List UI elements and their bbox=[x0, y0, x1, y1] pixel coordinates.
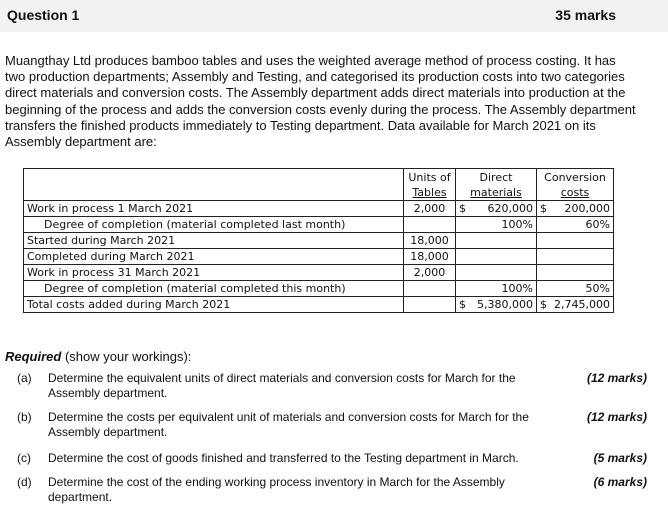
header-blank-cell bbox=[24, 169, 404, 201]
part-text-line: Determine the cost of the ending working process inventory in March for the Assembly bbox=[48, 475, 505, 489]
part-text-line: Assembly department. bbox=[48, 386, 168, 400]
part-text-line: Determine the cost of goods finished and transferred to the Testing department in March. bbox=[48, 451, 519, 465]
part-text-line: Determine the costs per equivalent unit of materials and conversion costs for March for the bbox=[48, 410, 529, 424]
table-row bbox=[24, 297, 614, 313]
part-marks: (12 marks) bbox=[586, 410, 647, 424]
row-direct-materials bbox=[456, 249, 537, 265]
row-units: 2,000 bbox=[404, 201, 456, 217]
row-conversion-costs bbox=[537, 201, 614, 217]
table-header-row bbox=[24, 169, 614, 201]
question-total-marks: 35 marks bbox=[555, 7, 616, 23]
header-conversion-costs bbox=[537, 169, 614, 201]
header-units-line2: Tables bbox=[412, 186, 447, 199]
row-conversion-costs bbox=[537, 265, 614, 281]
part-letter: (a) bbox=[17, 371, 32, 385]
row-conversion-costs bbox=[537, 249, 614, 265]
table-row bbox=[24, 233, 614, 249]
intro-line: Muangthay Ltd produces bamboo tables and uses the weighted average method of process costing. It has bbox=[5, 53, 616, 68]
part-marks: (5 marks) bbox=[593, 451, 647, 465]
header-units bbox=[404, 169, 456, 201]
row-units bbox=[404, 281, 456, 297]
row-label: Work in process 1 March 2021 bbox=[24, 201, 404, 217]
row-units: 2,000 bbox=[404, 265, 456, 281]
intro-line: beginning of the process and adds the conversion costs evenly during the process. The Assembly department bbox=[5, 101, 636, 117]
currency-symbol: $ bbox=[540, 202, 547, 215]
table-row bbox=[24, 217, 614, 233]
table-row bbox=[24, 249, 614, 265]
row-conversion-costs: 50% bbox=[537, 281, 614, 297]
table-row bbox=[24, 281, 614, 297]
question-header bbox=[0, 0, 668, 32]
required-label: Required bbox=[5, 349, 62, 364]
assembly-data-table bbox=[23, 168, 614, 313]
cc-value: 2,745,000 bbox=[554, 298, 610, 311]
table-row bbox=[24, 201, 614, 217]
currency-symbol: $ bbox=[540, 298, 547, 311]
part-text-line: department. bbox=[48, 490, 113, 504]
currency-symbol: $ bbox=[459, 202, 466, 215]
required-heading bbox=[5, 349, 191, 364]
header-units-line1: Units of bbox=[408, 171, 451, 184]
part-marks: (12 marks) bbox=[586, 371, 647, 385]
intro-paragraph bbox=[5, 53, 645, 150]
intro-line: transfers the finished products immediately to Testing department. Data available for March 2021 on its bbox=[5, 117, 596, 133]
row-direct-materials bbox=[456, 201, 537, 217]
row-direct-materials: 100% bbox=[456, 281, 537, 297]
header-cc-line2: costs bbox=[560, 186, 590, 199]
row-conversion-costs bbox=[537, 297, 614, 313]
intro-line: two production departments; Assembly and Testing, and categorised its production costs into two categories bbox=[5, 69, 625, 85]
part-text bbox=[48, 371, 558, 401]
part-letter: (d) bbox=[17, 475, 32, 489]
table-row bbox=[24, 265, 614, 281]
header-direct-materials bbox=[456, 169, 537, 201]
dm-value: 620,000 bbox=[487, 202, 533, 215]
part-text-line: Determine the equivalent units of direct materials and conversion costs for March for the bbox=[48, 371, 516, 385]
row-conversion-costs: 60% bbox=[537, 217, 614, 233]
row-label: Total costs added during March 2021 bbox=[24, 297, 404, 313]
row-direct-materials bbox=[456, 265, 537, 281]
row-label: Started during March 2021 bbox=[24, 233, 404, 249]
row-units: 18,000 bbox=[404, 233, 456, 249]
part-letter: (c) bbox=[17, 451, 31, 465]
intro-line: Assembly department are: bbox=[5, 134, 157, 150]
part-text bbox=[48, 475, 558, 505]
part-text bbox=[48, 410, 558, 440]
header-dm-line1: Direct bbox=[479, 171, 513, 184]
currency-symbol: $ bbox=[459, 298, 466, 311]
row-direct-materials bbox=[456, 297, 537, 313]
row-units: 18,000 bbox=[404, 249, 456, 265]
row-label: Completed during March 2021 bbox=[24, 249, 404, 265]
row-label: Work in process 31 March 2021 bbox=[24, 265, 404, 281]
question-title: Question 1 bbox=[7, 7, 80, 23]
header-cc-line1: Conversion bbox=[544, 171, 606, 184]
cc-value: 200,000 bbox=[564, 202, 610, 215]
row-label: Degree of completion (material completed last month) bbox=[24, 217, 404, 233]
row-label: Degree of completion (material completed this month) bbox=[24, 281, 404, 297]
header-dm-line2: materials bbox=[470, 186, 522, 199]
row-units bbox=[404, 217, 456, 233]
row-units bbox=[404, 297, 456, 313]
part-text bbox=[48, 451, 558, 466]
part-letter: (b) bbox=[17, 410, 32, 424]
row-direct-materials bbox=[456, 233, 537, 249]
part-text-line: Assembly department. bbox=[48, 425, 168, 439]
part-marks: (6 marks) bbox=[593, 475, 647, 489]
required-note: (show your workings): bbox=[61, 349, 192, 364]
row-conversion-costs bbox=[537, 233, 614, 249]
intro-line: direct materials and conversion costs. The Assembly department adds direct materials into production at the bbox=[5, 85, 626, 101]
dm-value: 5,380,000 bbox=[477, 298, 533, 311]
row-direct-materials: 100% bbox=[456, 217, 537, 233]
